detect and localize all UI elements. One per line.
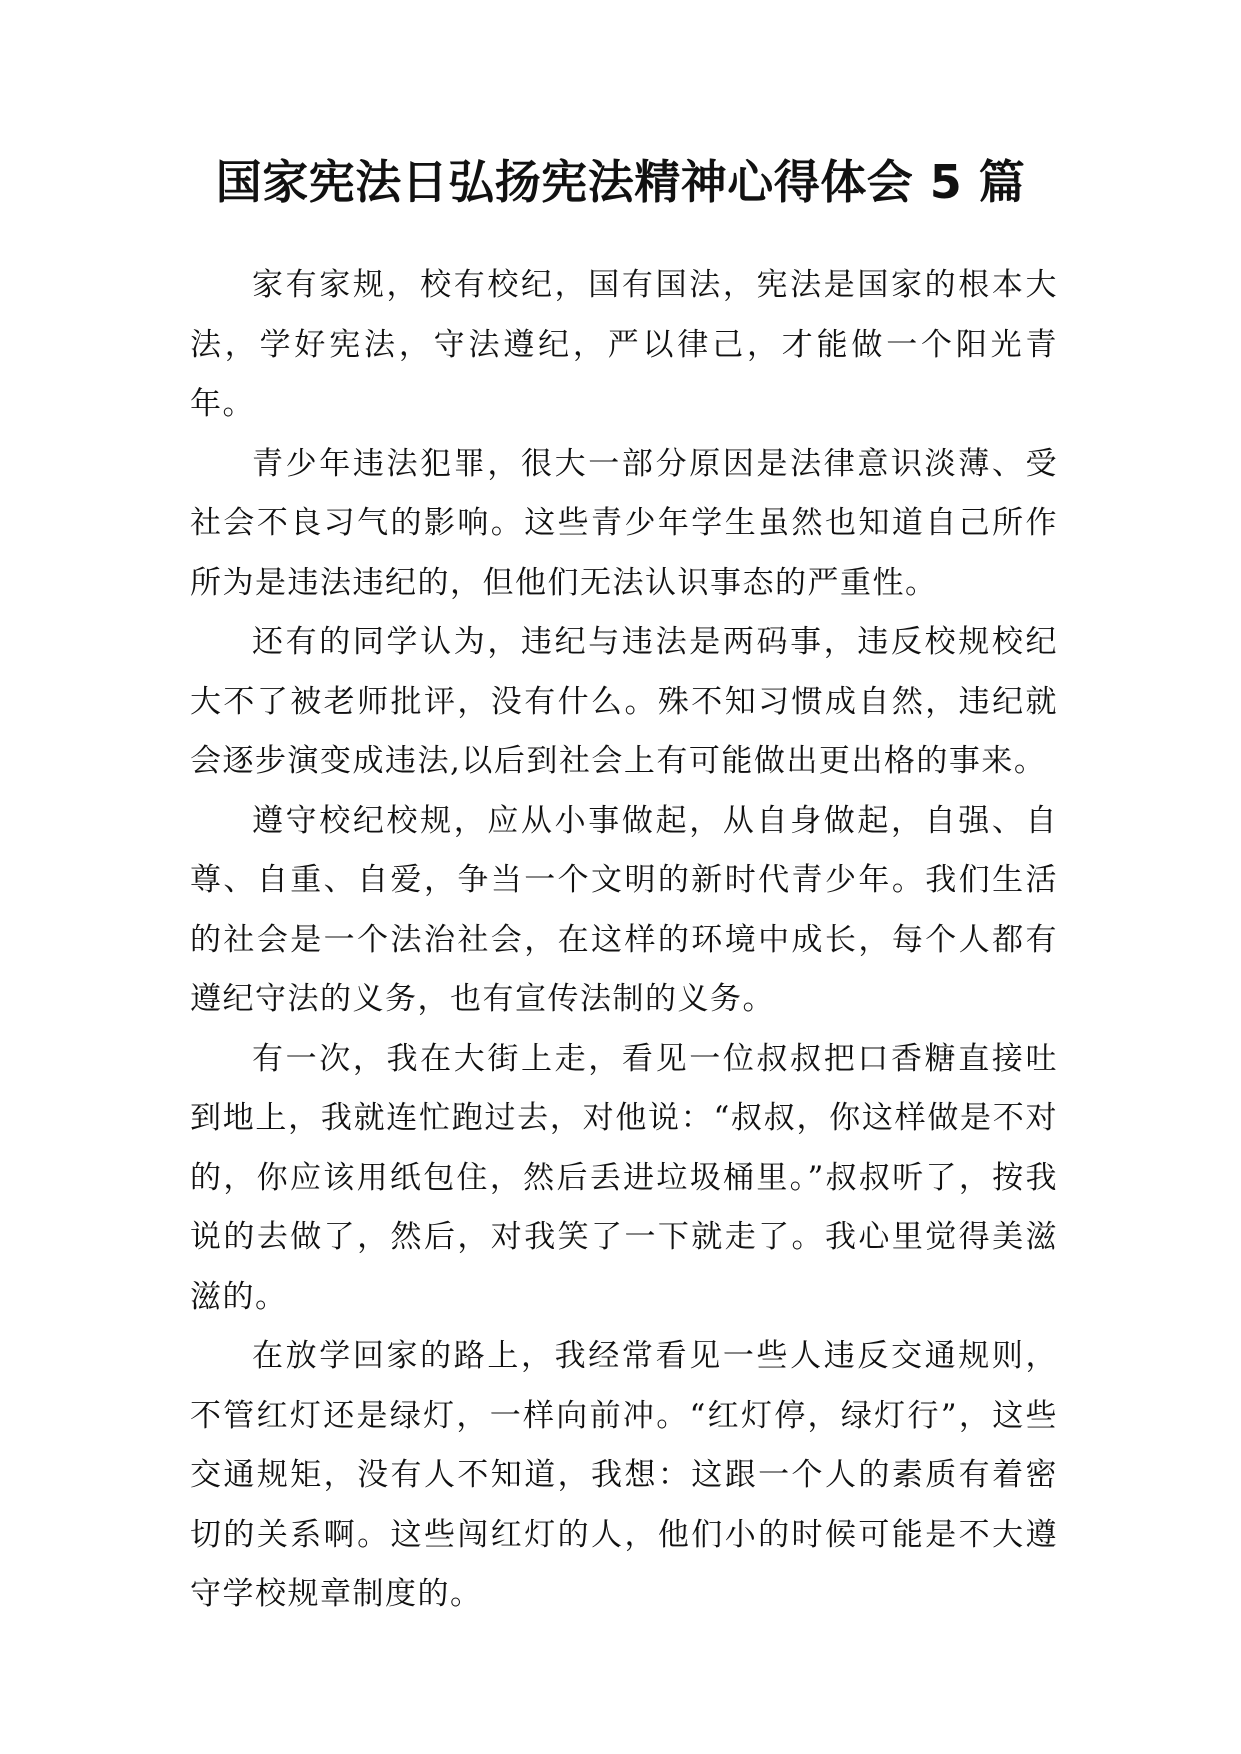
- paragraph-5: 有一次，我在大街上走，看见一位叔叔把口香糖直接吐到地上，我就连忙跑过去，对他说：“叔叔，你这样做是不对的，你应该用纸包住，然后丢进垃圾桶里。”叔叔听了，按我说的去做了，然后，对我笑了一下就走了。我心里觉得美滋滋的。: [190, 1040, 1058, 1315]
- paragraph-3: 还有的同学认为，违纪与违法是两码事，违反校规校纪大不了被老师批评，没有什么。殊不知习惯成自然，违纪就会逐步演变成违法,以后到社会上有可能做出更出格的事来。: [190, 624, 1058, 779]
- paragraph-2: 青少年违法犯罪，很大一部分原因是法律意识淡薄、受社会不良习气的影响。这些青少年学生虽然也知道自己所作所为是违法违纪的，但他们无法认识事态的严重性。: [190, 445, 1058, 601]
- paragraph-6: 在放学回家的路上，我经常看见一些人违反交通规则，不管红灯还是绿灯，一样向前冲。“红灯停，绿灯行”，这些交通规矩，没有人不知道，我想：这跟一个人的素质有着密切的关系啊。这些闯红灯的人，他们小的时候可能是不大遵守学校规章制度的。: [190, 1338, 1058, 1612]
- document-body: [190, 256, 1058, 1625]
- document-title: 国家宪法日弘扬宪法精神心得体会 5 篇: [215, 155, 1026, 209]
- paragraph-4: 遵守校纪校规，应从小事做起，从自身做起，自强、自尊、自重、自爱，争当一个文明的新时代青少年。我们生活的社会是一个法治社会，在这样的环境中成长，每个人都有遵纪守法的义务，也有宣传法制的义务。: [190, 802, 1058, 1017]
- paragraph-1: 家有家规，校有校纪，国有国法，宪法是国家的根本大法，学好宪法，守法遵纪，严以律己，才能做一个阳光青年。: [190, 267, 1058, 422]
